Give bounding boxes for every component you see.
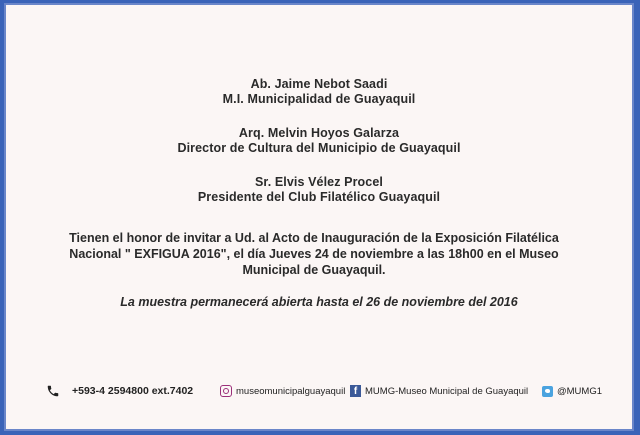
instagram-contact [220,383,345,399]
instagram-icon [220,385,232,397]
invitation-card [4,3,634,431]
invitation-line-1: Tienen el honor de invitar a Ud. al Acto de Inauguración de la Exposición Filatélica [69,231,559,245]
host-2-name: Arq. Melvin Hoyos Galarza [238,126,400,140]
host-1-role: M.I. Municipalidad de Guayaquil [222,92,416,106]
phone-icon [46,384,60,398]
exhibition-note: La muestra permanecerá abierta hasta el 26 de noviembre del 2016 [120,295,518,309]
contact-footer [6,383,632,403]
host-2-role: Director de Cultura del Municipio de Guayaquil [177,141,461,155]
host-1 [6,77,632,107]
phone-number: +593-4 2594800 ext.7402 [72,385,194,397]
host-1-name: Ab. Jaime Nebot Saadi [250,77,388,91]
invitation-line-3: Municipal de Guayaquil. [242,263,386,277]
twitter-contact [542,383,602,399]
host-2 [6,126,632,156]
hosts-block [6,77,632,224]
host-3-name: Sr. Elvis Vélez Procel [255,175,383,189]
facebook-contact [350,383,528,399]
facebook-icon: f [350,385,361,397]
host-3-role: Presidente del Club Filatélico Guayaquil [197,190,441,204]
invitation-line-2: Nacional " EXFIGUA 2016", el día Jueves 24 de noviembre a las 18h00 en el Museo [69,247,559,261]
facebook-page: MUMG-Museo Municipal de Guayaquil [365,385,529,397]
instagram-handle: museomunicipalguayaquil [236,385,346,397]
phone-contact [46,383,193,399]
twitter-handle: @MUMG1 [557,385,603,397]
twitter-icon [542,386,553,397]
invitation-text [64,230,564,278]
host-3 [6,175,632,205]
